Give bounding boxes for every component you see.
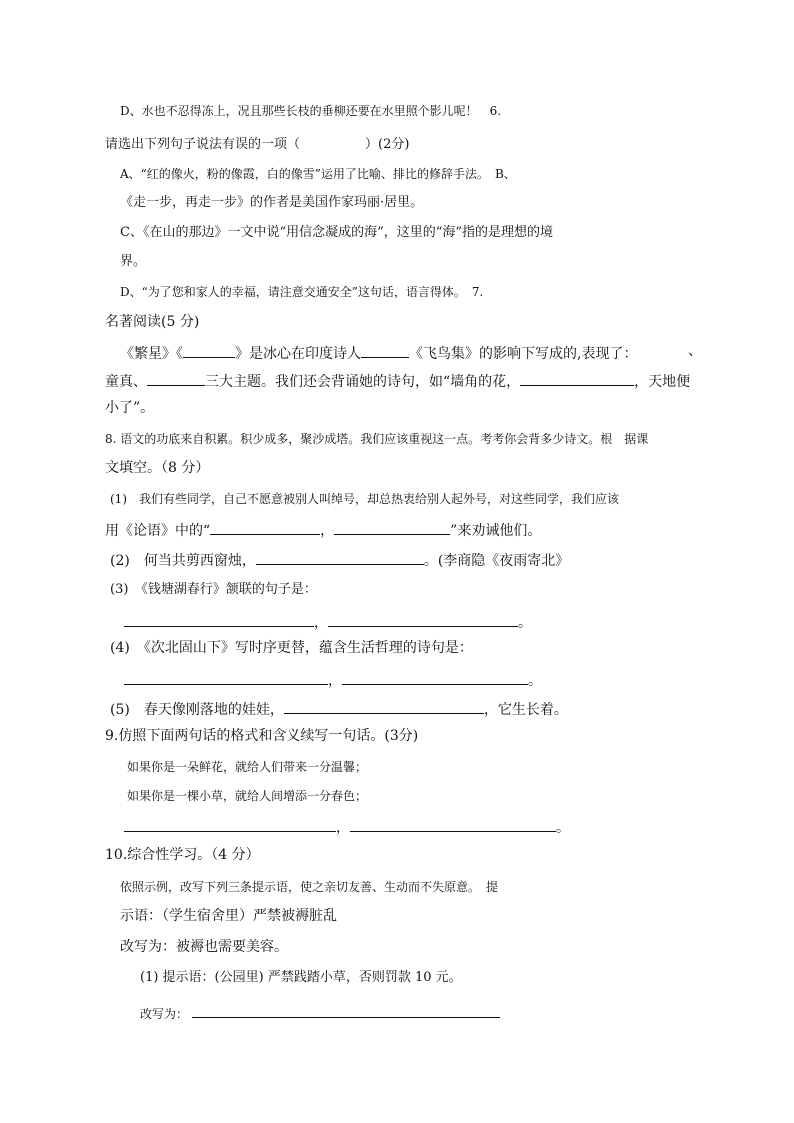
q8-item-4-text: (4) 《次北固山下》写时序更替，蕴含生活哲理的诗句是： <box>110 640 473 656</box>
answer-blank[interactable] <box>210 520 320 535</box>
q7-text-h: 小了”。 <box>105 400 155 416</box>
answer-blank[interactable] <box>256 550 424 565</box>
answer-blank[interactable] <box>124 817 336 832</box>
answer-blank[interactable] <box>284 699 484 714</box>
q9-blanks <box>124 817 570 837</box>
q8-item-2-text-a: (2) 何当共剪西窗烛， <box>110 553 256 569</box>
question-7-line-1 <box>120 343 637 363</box>
q10-item-1-text: (1) 提示语：(公园里) 严禁践踏小草，否则罚款 10 元。 <box>140 970 462 985</box>
q8-item-1-continued <box>105 520 541 540</box>
question-7-line-2 <box>105 371 690 391</box>
option-c-continued-text: 界。 <box>120 254 147 269</box>
option-d2-line <box>120 285 483 299</box>
q10-instruction-text: 依照示例，改写下列三条提示语，使之亲切友善、生动而不失原意。 提 <box>120 880 499 894</box>
answer-blank[interactable] <box>183 343 235 358</box>
q8-item-1-text-b: ， <box>320 523 335 539</box>
question-9-prompt <box>105 728 418 745</box>
option-b-line <box>120 195 423 211</box>
q8-item-4-blanks <box>124 670 542 690</box>
q10-answer-label: 改写为： <box>140 1007 189 1021</box>
q7-text-e: 童真、 <box>105 374 147 390</box>
answer-blank[interactable] <box>124 670 328 685</box>
q8-item-2 <box>110 550 569 570</box>
q8-item-3-blanks <box>124 612 532 632</box>
option-d2-text: D、“为了您和家人的幸福，请注意交通安全”这句话，语言得体。 7. <box>120 285 484 299</box>
q9-period: 。 <box>556 820 570 836</box>
q10-example-rewrite-text: 改写为：被褥也需要美容。 <box>120 939 288 955</box>
q7-text-g: ，天地便 <box>634 374 691 390</box>
q10-example-sign-text: 示语：（学生宿舍里）严禁被褥脏乱 <box>120 908 337 924</box>
question-9-text: 9.仿照下面两句话的格式和含义续写一句话。(3分) <box>105 728 419 744</box>
q8-item-5-text-b: ，它生长着。 <box>483 702 568 718</box>
q10-example-sign <box>120 908 337 925</box>
q7-text-d: 、 <box>688 343 702 359</box>
option-a-text: A、“红的像火，粉的像霞，白的像雪”运用了比喻、排比的修辞手法。 B、 <box>120 167 516 181</box>
q7-comma <box>688 343 702 360</box>
option-c-line <box>120 225 553 241</box>
q7-text-f: 三大主题。我们还会背诵她的诗句，如“墙角的花， <box>205 374 521 390</box>
question-10-title <box>105 847 260 864</box>
q8-item-4 <box>110 640 473 657</box>
q10-instruction <box>120 880 498 894</box>
option-d-text: D、水也不忍得冻上，况且那些长枝的垂柳还要在水里照个影儿呢！ 6. <box>120 104 502 118</box>
q9-example-2 <box>127 789 367 803</box>
answer-blank[interactable] <box>361 343 409 358</box>
q8-item-3-comma: ， <box>314 615 328 631</box>
answer-blank[interactable] <box>147 371 205 386</box>
option-a-line <box>120 167 516 181</box>
answer-blank[interactable] <box>520 371 634 386</box>
q9-comma: ， <box>336 820 350 836</box>
q9-example-1-text: 如果你是一朵鲜花，就给人们带来一分温馨； <box>127 760 368 774</box>
q7-text-b: 》是冰心在印度诗人 <box>235 346 361 362</box>
question-6-prompt <box>105 137 409 153</box>
question-7-title-text: 名著阅读(5 分) <box>105 314 200 330</box>
option-b-text: 《走一步，再走一步》的作者是美国作家玛丽·居里。 <box>120 195 424 210</box>
q9-example-1 <box>127 760 367 774</box>
q9-example-2-text: 如果你是一棵小草，就给人间增添一分春色； <box>127 789 368 803</box>
answer-blank[interactable] <box>124 612 314 627</box>
question-8-subtitle <box>105 460 209 477</box>
answer-blank[interactable] <box>350 817 556 832</box>
q8-item-5 <box>110 699 568 719</box>
q10-item-1 <box>140 970 462 986</box>
option-c-continued <box>120 254 146 270</box>
answer-blank[interactable] <box>328 612 518 627</box>
q8-item-1-text: (1) 我们有些同学，自己不愿意被别人叫绰号，却总热衷给别人起外号，对这些同学，我们应该 <box>110 492 620 506</box>
q8-item-4-comma: ， <box>328 673 342 689</box>
question-8-subtitle-text: 文填空。（8 分） <box>105 460 210 476</box>
answer-blank[interactable] <box>342 670 528 685</box>
option-c-text: C、《在山的那边》一文中说“用信念凝成的海”，这里的“海”指的是理想的境 <box>120 225 554 240</box>
answer-blank[interactable] <box>334 520 450 535</box>
q10-example-rewrite <box>120 939 288 956</box>
q8-item-1-text-c: ”来劝诫他们。 <box>450 523 542 539</box>
q8-item-5-text-a: (5) 春天像刚落地的娃娃， <box>110 702 284 718</box>
question-6-text: 请选出下列句子说法有误的一项（ ）(2分) <box>105 137 410 152</box>
q8-item-2-text-b: 。(李商隐《夜雨寄北》 <box>423 553 570 569</box>
question-7-line-3 <box>105 400 154 417</box>
q8-item-4-period: 。 <box>528 673 542 689</box>
q7-text-c: 《飞鸟集》的影响下写成的,表现了： <box>409 346 638 362</box>
q8-item-3-period: 。 <box>518 615 532 631</box>
question-7-title <box>105 314 199 331</box>
q8-item-1-text-a: 用《论语》中的“ <box>105 523 211 539</box>
q8-item-3 <box>110 582 317 598</box>
q8-item-1 <box>110 492 619 506</box>
option-d-line <box>120 104 501 118</box>
question-8-prompt <box>105 432 648 446</box>
question-10-title-text: 10.综合性学习。（4 分） <box>105 847 260 863</box>
q8-item-3-text: (3) 《钱塘湖春行》颔联的句子是： <box>110 582 317 597</box>
q7-text-a: 《繁星》《 <box>120 346 183 362</box>
answer-blank[interactable] <box>192 1003 500 1018</box>
question-8-text: 8. 语文的功底来自积累。积少成多，聚沙成塔。我们应该重视这一点。考考你会背多少诗文。根 据课 <box>105 432 649 446</box>
q10-item-1-answer <box>140 1003 500 1021</box>
